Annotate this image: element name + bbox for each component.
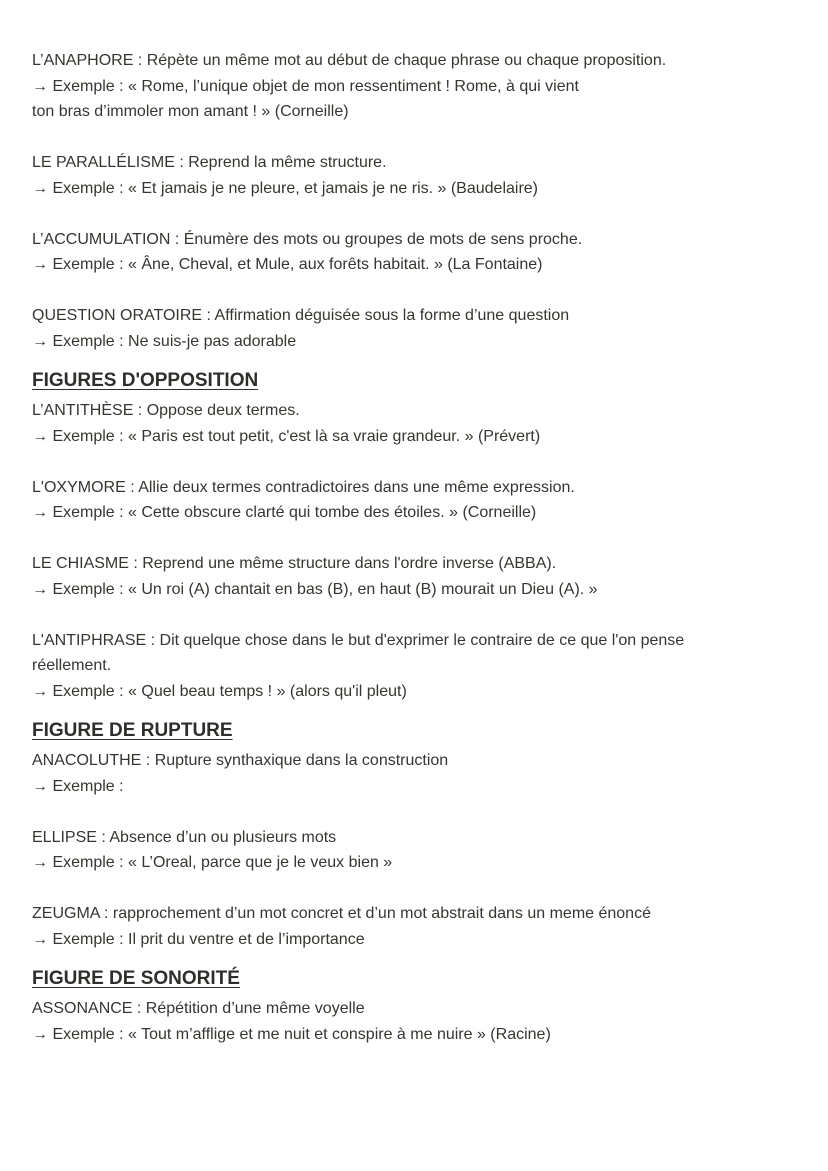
- definition-line-continued: réellement.: [32, 657, 112, 674]
- entry-ellipse: [32, 825, 768, 876]
- entry-anacoluthe: [32, 748, 768, 799]
- definition-line: L'ANTIPHRASE : Dit quelque chose dans le but d'exprimer le contraire de ce que l'on pense: [32, 631, 685, 649]
- section-figure-rupture: [32, 718, 768, 952]
- definition-line: ANACOLUTHE : Rupture synthaxique dans la construction: [32, 752, 449, 769]
- section-heading: FIGURES D'OPPOSITION: [32, 370, 259, 391]
- example-line: → Exemple : « Et jamais je ne pleure, et jamais je ne ris. » (Baudelaire): [32, 179, 539, 197]
- definition-line: L’ANAPHORE : Répète un même mot au début de chaque phrase ou chaque proposition.: [32, 52, 667, 69]
- definition-line: QUESTION ORATOIRE : Affirmation déguisée sous la forme d’une question: [32, 307, 570, 324]
- entry-chiasme: [32, 551, 768, 602]
- entry-zeugma: [32, 901, 768, 952]
- example-line: → Exemple : « Quel beau temps ! » (alors qu'il pleut): [32, 682, 407, 700]
- entry-assonance: [32, 996, 768, 1047]
- example-line: → Exemple : « Âne, Cheval, et Mule, aux forêts habitait. » (La Fontaine): [32, 256, 543, 273]
- definition-line: L’ACCUMULATION : Énumère des mots ou groupes de mots de sens proche.: [32, 230, 583, 248]
- definition-line: ELLIPSE : Absence d’un ou plusieurs mots: [32, 828, 337, 846]
- example-line: → Exemple : « Cette obscure clarté qui tombe des étoiles. » (Corneille): [32, 504, 537, 521]
- example-line: → Exemple :: [32, 777, 124, 795]
- entry-accumulation: [32, 227, 768, 278]
- section-figures-insistance: [32, 48, 768, 354]
- example-line: → Exemple : « Un roi (A) chantait en bas (B), en haut (B) mourait un Dieu (A). »: [32, 580, 598, 598]
- definition-line: LE CHIASME : Reprend une même structure dans l'ordre inverse (ABBA).: [32, 555, 557, 572]
- section-figures-opposition: [32, 368, 768, 704]
- section-figure-sonorite: [32, 966, 768, 1047]
- definition-line: ZEUGMA : rapprochement d’un mot concret et d’un mot abstrait dans un meme énoncé: [32, 905, 651, 922]
- example-line-continued: ton bras d’immoler mon amant ! » (Corneille): [32, 103, 349, 120]
- example-line: → Exemple : « Paris est tout petit, c'est là sa vraie grandeur. » (Prévert): [32, 427, 541, 445]
- example-line: → Exemple : « L’Oreal, parce que je le veux bien »: [32, 854, 393, 871]
- section-heading: FIGURE DE RUPTURE: [32, 720, 233, 741]
- entry-antithese: [32, 398, 768, 449]
- definition-line: ASSONANCE : Répétition d’une même voyelle: [32, 1000, 365, 1017]
- example-line: → Exemple : « Rome, l’unique objet de mon ressentiment ! Rome, à qui vient: [32, 77, 579, 95]
- definition-line: L’ANTITHÈSE : Oppose deux termes.: [32, 402, 300, 419]
- example-line: → Exemple : Ne suis-je pas adorable: [32, 332, 297, 350]
- section-heading: FIGURE DE SONORITÉ: [32, 968, 240, 989]
- example-line: → Exemple : « Tout m’afflige et me nuit et conspire à me nuire » (Racine): [32, 1025, 551, 1043]
- entry-anaphore: [32, 48, 768, 125]
- definition-line: L'OXYMORE : Allie deux termes contradictoires dans une même expression.: [32, 478, 575, 496]
- entry-oxymore: [32, 475, 768, 526]
- entry-parallelisme: [32, 150, 768, 201]
- entry-antiphrase: [32, 628, 768, 705]
- example-line: → Exemple : Il prit du ventre et de l’importance: [32, 930, 365, 948]
- entry-question-oratoire: [32, 303, 768, 354]
- definition-line: LE PARALLÉLISME : Reprend la même structure.: [32, 154, 387, 171]
